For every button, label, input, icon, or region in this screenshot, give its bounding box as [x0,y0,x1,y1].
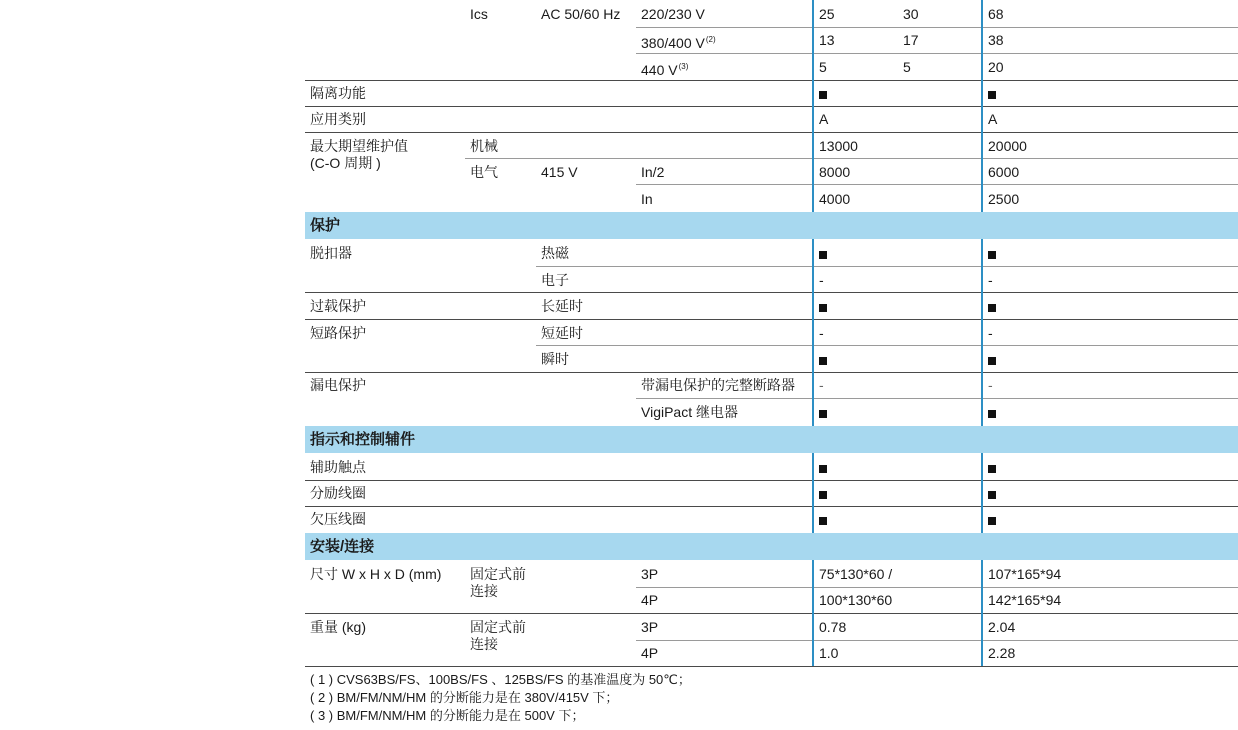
weight-3p-col1: 0.78 [819,619,847,635]
footnote-2: ( 2 ) BM/FM/NM/HM 的分断能力是在 380V/415V 下； [310,690,619,705]
category-col2: A [988,111,998,127]
footnote-1: ( 1 ) CVS63BS/FS、100BS/FS 、125BS/FS 的基准温度为 50℃； [310,672,691,687]
ics-row3-col1: 5 [819,59,827,75]
dim-4p-col1: 100*130*60 [819,592,893,608]
maintenance-mech-col2: 20000 [988,138,1027,154]
ics-row2-col1: 13 [819,32,835,48]
dim-4p-col2: 142*165*94 [988,592,1062,608]
thermal-magnetic-col2-mark [988,246,996,262]
column-divider [812,239,814,426]
weight-label: 重量 (kg) [310,619,366,635]
instantaneous-label: 瞬时 [541,351,569,367]
divider [305,480,1238,481]
dim-poles-4p: 4P [641,592,659,608]
aux-contact-label: 辅助触点 [310,459,366,475]
column-divider [981,0,983,212]
maintenance-elec-row1-col1: 8000 [819,164,851,180]
aux-contact-col2-mark [988,460,996,476]
dim-3p-col2: 107*165*94 [988,566,1062,582]
maintenance-elec-current-1: In/2 [641,164,665,180]
ics-row3-col2: 5 [903,59,911,75]
divider [636,27,1238,28]
vigipact-col1-mark [819,405,827,421]
overload-label: 过载保护 [310,298,366,314]
column-divider [812,0,814,212]
maintenance-elec-label: 电气 [470,164,498,180]
divider [305,613,1238,614]
thermal-magnetic-label: 热磁 [541,245,569,261]
section-title: 指示和控制辅件 [310,431,416,448]
instantaneous-col2-mark [988,352,996,368]
divider [536,345,1238,346]
aux-contact-col1-mark [819,460,827,476]
maintenance-label-line2: (C-O 周期 ) [310,155,381,171]
column-divider [812,560,814,666]
footnote-ref-3: (3) [678,62,689,71]
divider [536,266,1238,267]
section-indication [305,426,1238,453]
divider [305,106,1238,107]
electronic-label: 电子 [541,272,569,288]
divider [636,640,1238,641]
divider [636,587,1238,588]
shunt-trip-col2-mark [988,486,996,502]
long-delay-col2-mark [988,299,996,315]
category-col1: A [819,111,829,127]
undervoltage-col2-mark [988,512,996,528]
ics-label: Ics [470,6,488,22]
ics-row3-col3: 20 [988,59,1004,75]
divider [305,80,1238,81]
rcd-col1: - [819,377,824,393]
short-delay-col2: - [988,325,993,341]
ics-row1-col2: 30 [903,6,919,22]
electronic-col1: - [819,272,824,288]
vigipact-label: VigiPact 继电器 [641,404,738,420]
maintenance-mech-col1: 13000 [819,138,858,154]
short-circuit-label: 短路保护 [310,325,366,341]
category-label: 应用类别 [310,111,366,127]
column-divider [981,453,983,533]
maintenance-elec-row2-col1: 4000 [819,191,851,207]
weight-4p-col1: 1.0 [819,645,839,661]
isolation-col2-mark [988,86,996,102]
footnote-3: ( 3 ) BM/FM/NM/HM 的分断能力是在 500V 下； [310,708,585,723]
electronic-col2: - [988,272,993,288]
earth-leakage-label: 漏电保护 [310,377,366,393]
short-delay-label: 短延时 [541,325,583,341]
weight-poles-3p: 3P [641,619,659,635]
ics-voltage-2: 380/400 $V^{(2)}$ [641,35,716,51]
divider [305,132,1238,133]
dim-3p-col1: 75*130*60 / [819,566,893,582]
ics-row2-col2: 17 [903,32,919,48]
section-installation [305,533,1238,560]
ics-row1-col1: 25 [819,6,835,22]
weight-4p-col2: 2.28 [988,645,1016,661]
divider [305,319,1238,320]
maintenance-elec-row2-col2: 2500 [988,191,1020,207]
maintenance-label-line1: 最大期望维护值 [310,138,408,154]
section-protection [305,212,1238,239]
footnote-ref-2: (2) [705,35,716,44]
fixed-front-line1: 固定式前 [470,566,526,582]
column-divider [981,560,983,666]
ics-supply: AC 50/60 Hz [541,6,621,22]
fixed-front-line2: 连接 [470,583,498,599]
divider [305,666,1238,667]
shunt-trip-label: 分励线圈 [310,485,366,501]
rcd-breaker-label: 带漏电保护的完整断路器 [641,377,795,393]
long-delay-col1-mark [819,299,827,315]
column-divider [812,453,814,533]
undervoltage-col1-mark [819,512,827,528]
instantaneous-col1-mark [819,352,827,368]
weight-3p-col2: 2.04 [988,619,1016,635]
vigipact-col2-mark [988,405,996,421]
ics-row1-col3: 68 [988,6,1004,22]
weight-fixed-front-line2: 连接 [470,636,498,652]
dimensions-label: 尺寸 W x H x D (mm) [310,566,442,582]
divider [636,53,1238,54]
maintenance-elec-voltage: 415 V [541,164,578,180]
long-delay-label: 长延时 [541,298,583,314]
maintenance-mech-label: 机械 [470,138,498,154]
undervoltage-label: 欠压线圈 [310,511,366,527]
trip-unit-label: 脱扣器 [310,245,352,261]
ics-voltage-3: 440 $V^{(3)}$ [641,62,689,78]
column-divider [981,239,983,426]
section-title: 保护 [310,217,341,234]
maintenance-elec-row1-col2: 6000 [988,164,1020,180]
weight-fixed-front-line1: 固定式前 [470,619,526,635]
divider [305,372,1238,373]
shunt-trip-col1-mark [819,486,827,502]
ics-voltage-1: 220/230 V [641,6,705,22]
divider [465,158,1238,159]
isolation-col1-mark [819,86,827,102]
dim-poles-3p: 3P [641,566,659,582]
ics-row2-col3: 38 [988,32,1004,48]
thermal-magnetic-col1-mark [819,246,827,262]
weight-poles-4p: 4P [641,645,659,661]
isolation-label: 隔离功能 [310,85,366,101]
divider [305,506,1238,507]
rcd-col2: - [988,377,993,393]
divider [636,184,1238,185]
maintenance-elec-current-2: In [641,191,653,207]
divider [636,398,1238,399]
section-title: 安装/连接 [310,538,375,555]
short-delay-col1: - [819,325,824,341]
divider [305,292,1238,293]
